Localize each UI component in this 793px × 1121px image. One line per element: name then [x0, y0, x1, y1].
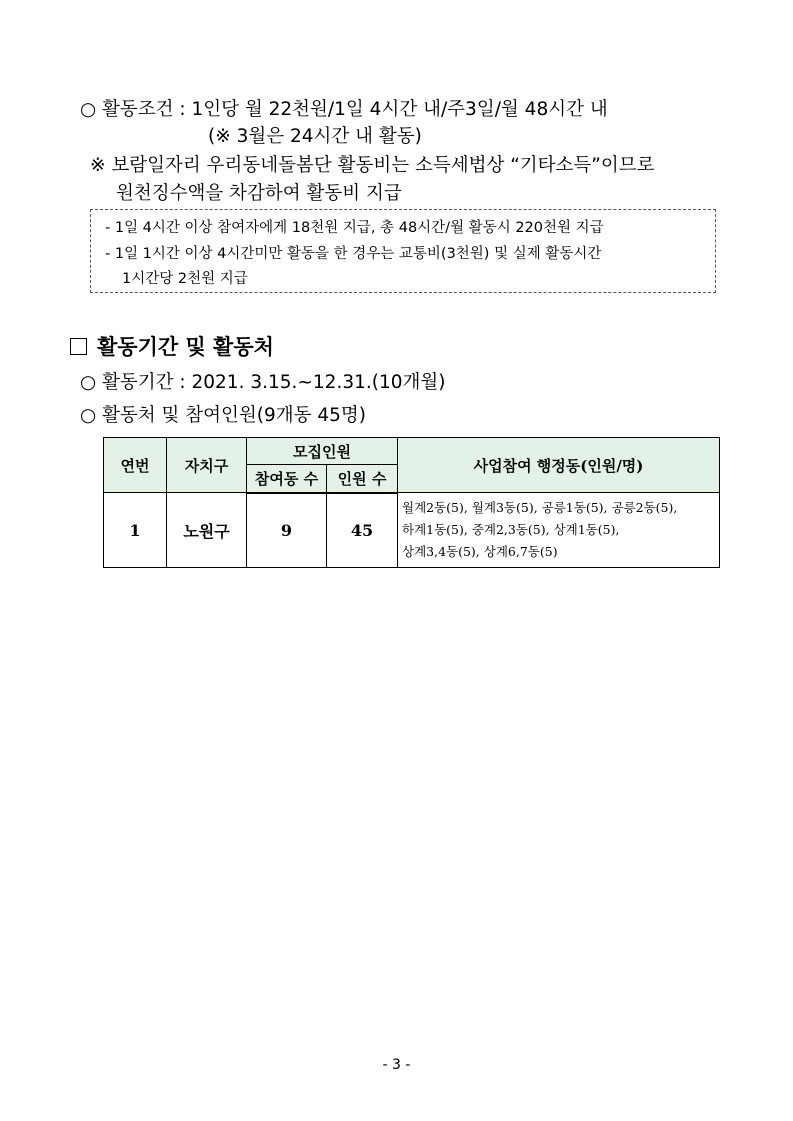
cell-dong-count: 9	[247, 493, 327, 568]
checkbox-square-icon	[70, 338, 87, 355]
table-row	[104, 493, 720, 568]
condition-line: ○ 활동조건 : 1인당 월 22천원/1일 4시간 내/주3일/월 48시간 내	[80, 99, 608, 120]
activity-period: ○ 활동기간 : 2021. 3.15.~12.31.(10개월)	[80, 372, 446, 393]
payment-detail-item: - 1일 1시간 이상 4시간미만 활동을 한 경우는 교통비(3천원) 및 실제 활동시간	[105, 246, 602, 262]
activity-place: ○ 활동처 및 참여인원(9개동 45명)	[80, 405, 366, 426]
payment-detail-item: - 1일 4시간 이상 참여자에게 18천원 지급, 총 48시간/월 활동시 220천원 지급	[105, 220, 604, 236]
header-dong-count: 참여동 수	[247, 465, 327, 493]
section-title: 활동기간 및 활동처	[97, 335, 274, 359]
participation-table	[103, 437, 720, 568]
header-district: 자치구	[167, 438, 247, 493]
cell-areas	[398, 493, 720, 568]
page-number: - 3 -	[382, 1057, 411, 1073]
condition-subnote: (※ 3월은 24시간 내 활동)	[208, 126, 422, 147]
section-heading	[70, 331, 274, 361]
payment-detail-box	[90, 209, 716, 293]
cell-people: 45	[327, 493, 398, 568]
area-line: 하계1동(5), 중계2,3동(5), 상계1동(5),	[402, 522, 620, 537]
tax-note-line2: 원천징수액을 차감하여 활동비 지급	[116, 183, 402, 204]
cell-district: 노원구	[167, 493, 247, 568]
area-line: 상계3,4동(5), 상계6,7동(5)	[402, 544, 558, 559]
cell-no: 1	[104, 493, 167, 568]
area-line: 월계2동(5), 월계3동(5), 공릉1동(5), 공릉2동(5),	[402, 500, 678, 515]
payment-detail-item: 1시간당 2천원 지급	[122, 271, 248, 287]
tax-note-line1: ※ 보람일자리 우리동네돌봄단 활동비는 소득세법상 “기타소득”이므로	[90, 155, 655, 176]
header-people: 인원 수	[327, 465, 398, 493]
header-no: 연번	[104, 438, 167, 493]
header-recruit: 모집인원	[247, 438, 398, 465]
header-areas: 사업참여 행정동(인원/명)	[398, 438, 720, 493]
